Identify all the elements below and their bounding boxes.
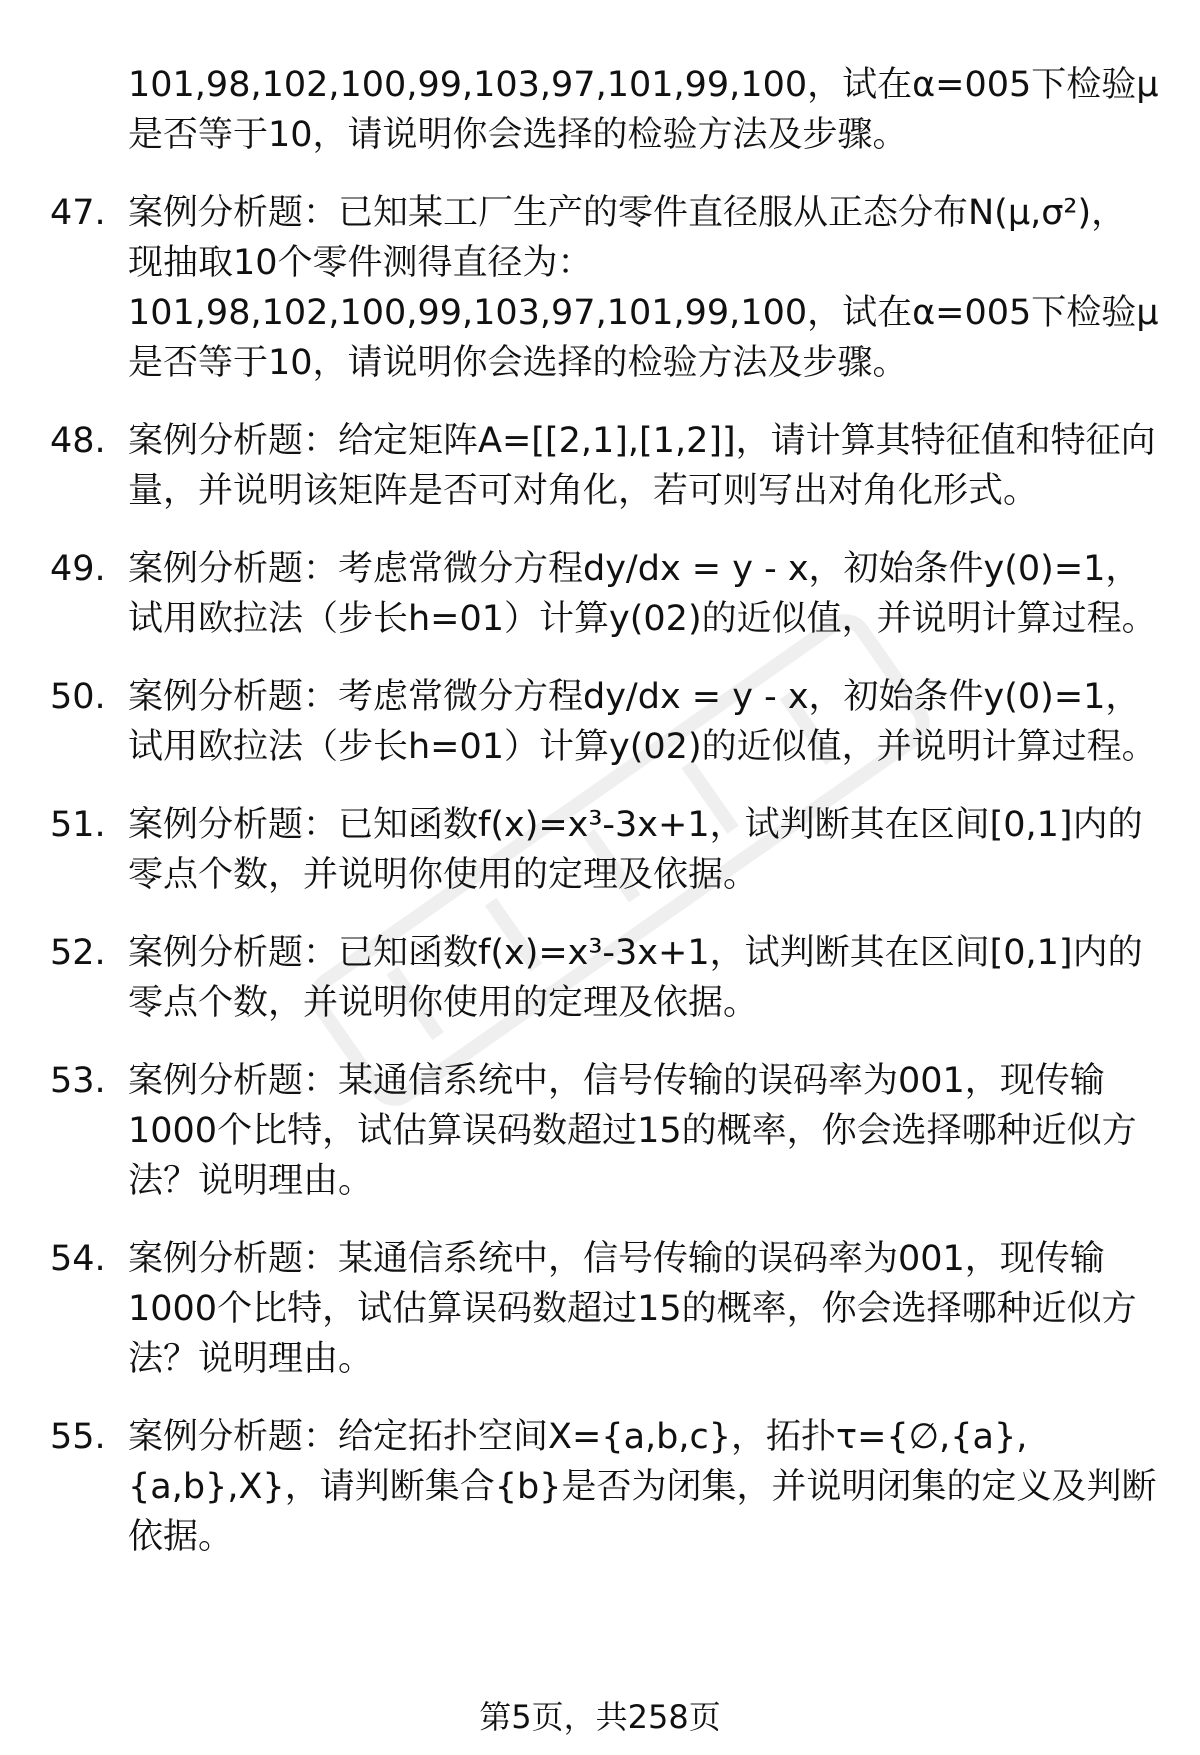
question-number: 51. (50, 805, 106, 845)
question-number: 53. (50, 1061, 106, 1101)
question-number: 55. (50, 1417, 106, 1457)
question-53 (50, 1056, 1160, 1206)
question-number: 50. (50, 677, 106, 717)
question-54 (50, 1234, 1160, 1384)
question-text: 案例分析题：给定矩阵A=[[2,1],[1,2]]，请计算其特征值和特征向量，并说明该矩阵是否可对角化，若可则写出对角化形式。 (128, 421, 1156, 511)
question-text: 案例分析题：已知函数f(x)=x³-3x+1，试判断其在区间[0,1]内的零点个数，并说明你使用的定理及依据。 (128, 805, 1143, 895)
question-number: 49. (50, 549, 106, 589)
question-text: 案例分析题：考虑常微分方程dy/dx = y - x，初始条件y(0)=1，试用欧拉法（步长h=01）计算y(02)的近似值，并说明计算过程。 (128, 549, 1157, 639)
question-number: 48. (50, 421, 106, 461)
question-text: 案例分析题：某通信系统中，信号传输的误码率为001，现传输1000个比特，试估算误码数超过15的概率，你会选择哪种近似方法？说明理由。 (128, 1239, 1137, 1379)
question-50 (50, 672, 1160, 772)
question-number: 54. (50, 1239, 106, 1279)
question-49 (50, 544, 1160, 644)
page-number-footer: 第5页，共258页 (479, 1698, 721, 1736)
question-text: 案例分析题：给定拓扑空间X={a,b,c}，拓扑τ={∅,{a},{a,b},X}，请判断集合{b}是否为闭集，并说明闭集的定义及判断依据。 (128, 1417, 1157, 1557)
question-number: 52. (50, 933, 106, 973)
question-55 (50, 1412, 1160, 1562)
question-52 (50, 928, 1160, 1028)
question-text: 案例分析题：已知函数f(x)=x³-3x+1，试判断其在区间[0,1]内的零点个数，并说明你使用的定理及依据。 (128, 933, 1143, 1023)
question-48 (50, 416, 1160, 516)
question-51 (50, 800, 1160, 900)
question-text: 案例分析题：已知某工厂生产的零件直径服从正态分布N(μ,σ²)，现抽取10个零件测得直径为：101,98,102,100,99,103,97,101,99,100，试在α=005下检验μ是否等于10，请说明你会选择的检验方法及步骤。 (128, 193, 1159, 383)
question-text: 案例分析题：某通信系统中，信号传输的误码率为001，现传输1000个比特，试估算误码数超过15的概率，你会选择哪种近似方法？说明理由。 (128, 1061, 1137, 1201)
question-46-continuation: 101,98,102,100,99,103,97,101,99,100，试在α=005下检验μ是否等于10，请说明你会选择的检验方法及步骤。 (128, 65, 1159, 155)
question-list (50, 60, 1160, 1590)
question-47 (50, 188, 1160, 388)
question-number: 47. (50, 193, 106, 233)
question-text: 案例分析题：考虑常微分方程dy/dx = y - x，初始条件y(0)=1，试用欧拉法（步长h=01）计算y(02)的近似值，并说明计算过程。 (128, 677, 1157, 767)
